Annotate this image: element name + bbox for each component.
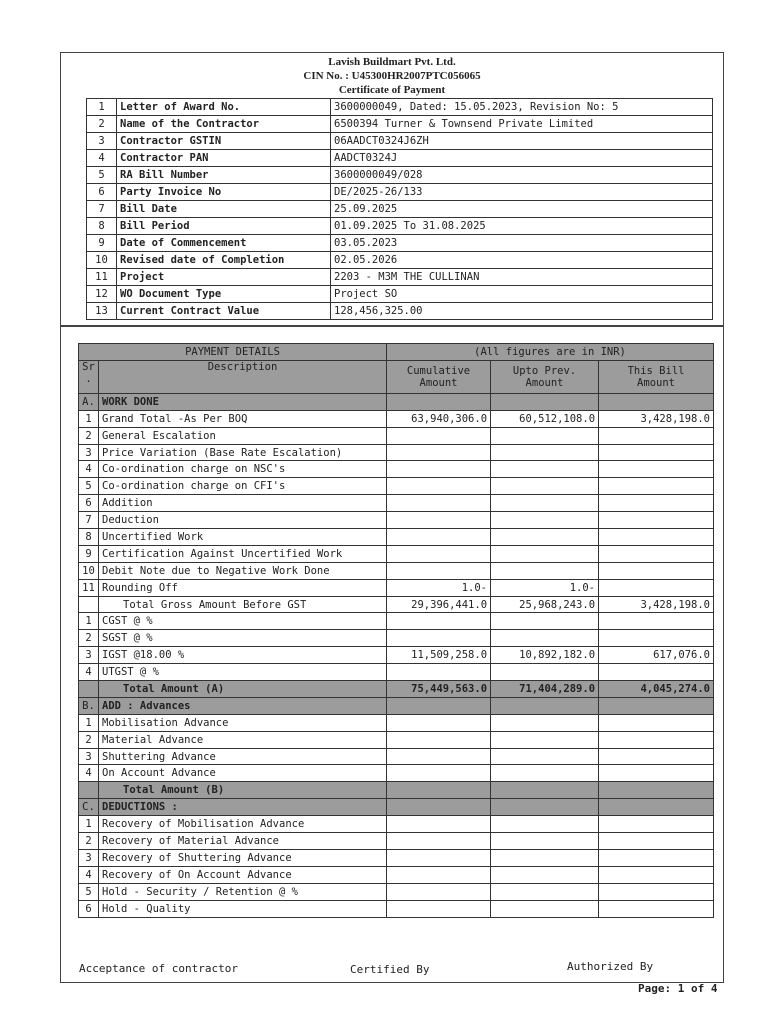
upto-prev-amount-cell (491, 799, 599, 816)
upto-prev-amount-cell (491, 545, 599, 562)
this-bill-amount-cell (599, 866, 714, 883)
description-cell: UTGST @ % (99, 664, 387, 681)
payment-details-table (78, 343, 714, 918)
sr-header (79, 360, 99, 393)
payment-row (79, 630, 714, 647)
info-row (87, 235, 713, 252)
info-row (87, 184, 713, 201)
payment-details-title: PAYMENT DETAILS (79, 344, 387, 361)
figures-note: (All figures are in INR) (387, 344, 714, 361)
cumulative-amount-cell (387, 731, 491, 748)
page-number: Page: 1 of 4 (638, 982, 718, 995)
info-row-label: Bill Date (117, 201, 331, 218)
description-cell: ADD : Advances (99, 697, 387, 714)
payment-row (79, 596, 714, 613)
upto-prev-amount-cell (491, 866, 599, 883)
cumulative-amount-header (387, 360, 491, 393)
cumulative-amount-cell (387, 545, 491, 562)
description-cell: Grand Total -As Per BOQ (99, 410, 387, 427)
this-bill-amount-cell (599, 849, 714, 866)
payment-row (79, 748, 714, 765)
info-row-number: 12 (87, 286, 117, 303)
description-cell: Addition (99, 495, 387, 512)
upto-prev-header-line1: Upto Prev. (512, 364, 577, 377)
cumulative-amount-cell (387, 512, 491, 529)
this-bill-amount-cell (599, 393, 714, 410)
payment-row (79, 849, 714, 866)
sr-cell: 4 (79, 866, 99, 883)
upto-prev-amount-cell (491, 697, 599, 714)
upto-prev-amount-cell (491, 816, 599, 833)
this-bill-amount-cell (599, 562, 714, 579)
payment-row (79, 478, 714, 495)
description-cell: Total Amount (A) (99, 681, 387, 698)
upto-prev-amount-cell (491, 731, 599, 748)
description-cell: On Account Advance (99, 765, 387, 782)
info-row-label: Project (117, 269, 331, 286)
info-row (87, 150, 713, 167)
upto-prev-amount-cell (491, 512, 599, 529)
upto-prev-amount-cell (491, 900, 599, 917)
info-row-value: AADCT0324J (331, 150, 713, 167)
total-row (79, 782, 714, 799)
upto-prev-header-line2: Amount (525, 376, 564, 389)
upto-prev-amount-cell (491, 393, 599, 410)
description-cell: Shuttering Advance (99, 748, 387, 765)
sr-cell: 4 (79, 664, 99, 681)
payment-row (79, 545, 714, 562)
cumulative-amount-cell (387, 427, 491, 444)
upto-prev-amount-cell (491, 529, 599, 546)
info-row (87, 286, 713, 303)
this-bill-amount-cell (599, 545, 714, 562)
cumulative-amount-cell (387, 765, 491, 782)
upto-prev-amount-cell (491, 630, 599, 647)
this-bill-amount-cell (599, 512, 714, 529)
cumulative-amount-cell (387, 782, 491, 799)
info-row-value: 03.05.2023 (331, 235, 713, 252)
upto-prev-amount-cell (491, 782, 599, 799)
cin-number: CIN No. : U45300HR2007PTC056065 (303, 70, 481, 82)
info-row (87, 116, 713, 133)
sr-header-label: Sr (82, 360, 95, 373)
this-bill-amount-cell (599, 529, 714, 546)
this-bill-amount-cell (599, 765, 714, 782)
info-row (87, 303, 713, 320)
cumulative-amount-cell (387, 799, 491, 816)
description-header: Description (99, 360, 387, 393)
cumulative-amount-cell (387, 697, 491, 714)
section-row (79, 697, 714, 714)
cumulative-amount-cell (387, 461, 491, 478)
contract-info-table (86, 98, 713, 320)
info-row-value: 3600000049/028 (331, 167, 713, 184)
sr-cell: 1 (79, 410, 99, 427)
upto-prev-amount-cell: 25,968,243.0 (491, 596, 599, 613)
this-bill-amount-header (599, 360, 714, 393)
this-bill-amount-cell (599, 731, 714, 748)
cumulative-amount-cell (387, 529, 491, 546)
total-row (79, 681, 714, 698)
sr-cell: 1 (79, 714, 99, 731)
cumulative-amount-cell (387, 866, 491, 883)
info-row-number: 1 (87, 99, 117, 116)
this-bill-amount-cell (599, 883, 714, 900)
this-bill-amount-cell (599, 782, 714, 799)
sr-cell: 4 (79, 461, 99, 478)
payment-row (79, 816, 714, 833)
info-row-label: Date of Commencement (117, 235, 331, 252)
upto-prev-amount-cell (491, 461, 599, 478)
payment-row (79, 512, 714, 529)
info-row (87, 167, 713, 184)
cumulative-amount-cell (387, 495, 491, 512)
cumulative-amount-cell (387, 748, 491, 765)
info-row-number: 4 (87, 150, 117, 167)
description-cell: Total Amount (B) (99, 782, 387, 799)
info-row-number: 11 (87, 269, 117, 286)
info-row-value: DE/2025-26/133 (331, 184, 713, 201)
cumulative-header-line2: Amount (419, 376, 458, 389)
cumulative-amount-cell: 63,940,306.0 (387, 410, 491, 427)
description-cell: Recovery of Mobilisation Advance (99, 816, 387, 833)
acceptance-of-contractor: Acceptance of contractor (79, 962, 238, 975)
sr-cell: 10 (79, 562, 99, 579)
this-bill-amount-cell (599, 833, 714, 850)
description-cell: Mobilisation Advance (99, 714, 387, 731)
this-bill-amount-cell (599, 579, 714, 596)
cumulative-amount-cell (387, 833, 491, 850)
cumulative-amount-cell (387, 849, 491, 866)
sr-cell: 2 (79, 833, 99, 850)
info-row-number: 9 (87, 235, 117, 252)
payment-row (79, 731, 714, 748)
info-row (87, 218, 713, 235)
upto-prev-amount-cell (491, 765, 599, 782)
info-row (87, 252, 713, 269)
sr-cell: 11 (79, 579, 99, 596)
payment-row (79, 664, 714, 681)
info-row-value: 128,456,325.00 (331, 303, 713, 320)
sr-cell: 5 (79, 883, 99, 900)
cumulative-amount-cell (387, 444, 491, 461)
sr-cell: 7 (79, 512, 99, 529)
upto-prev-amount-cell (491, 478, 599, 495)
sr-cell: A. (79, 393, 99, 410)
cumulative-amount-cell (387, 562, 491, 579)
sr-cell: 6 (79, 900, 99, 917)
info-row-value: 01.09.2025 To 31.08.2025 (331, 218, 713, 235)
payment-row (79, 495, 714, 512)
payment-row (79, 529, 714, 546)
info-row-label: Party Invoice No (117, 184, 331, 201)
sr-cell: 2 (79, 731, 99, 748)
sr-cell (79, 596, 99, 613)
cumulative-amount-cell (387, 900, 491, 917)
this-bill-amount-cell: 4,045,274.0 (599, 681, 714, 698)
sr-cell: 3 (79, 748, 99, 765)
payment-row (79, 833, 714, 850)
sr-cell: 1 (79, 816, 99, 833)
this-bill-amount-cell (599, 697, 714, 714)
info-row-number: 10 (87, 252, 117, 269)
description-cell: Recovery of On Account Advance (99, 866, 387, 883)
info-row-number: 7 (87, 201, 117, 218)
sr-cell: 3 (79, 444, 99, 461)
info-row-label: Bill Period (117, 218, 331, 235)
cumulative-amount-cell: 29,396,441.0 (387, 596, 491, 613)
sr-cell: 2 (79, 427, 99, 444)
this-bill-header-line2: Amount (637, 376, 675, 389)
description-cell: SGST @ % (99, 630, 387, 647)
this-bill-amount-cell (599, 799, 714, 816)
this-bill-amount-cell (599, 900, 714, 917)
description-cell: Price Variation (Base Rate Escalation) (99, 444, 387, 461)
description-cell: IGST @18.00 % (99, 647, 387, 664)
info-row-label: Name of the Contractor (117, 116, 331, 133)
this-bill-amount-cell (599, 714, 714, 731)
description-cell: Co-ordination charge on CFI's (99, 478, 387, 495)
sr-cell: 2 (79, 630, 99, 647)
cumulative-amount-cell: 11,509,258.0 (387, 647, 491, 664)
info-row (87, 269, 713, 286)
upto-prev-amount-cell (491, 849, 599, 866)
sr-header-dot: . (85, 372, 92, 385)
info-row-label: RA Bill Number (117, 167, 331, 184)
cumulative-amount-cell (387, 883, 491, 900)
company-name: Lavish Buildmart Pvt. Ltd. (328, 56, 456, 68)
info-row-label: Contractor GSTIN (117, 133, 331, 150)
payment-row (79, 579, 714, 596)
info-row-number: 2 (87, 116, 117, 133)
info-row-value: 2203 - M3M THE CULLINAN (331, 269, 713, 286)
upto-prev-amount-cell (491, 883, 599, 900)
upto-prev-amount-cell (491, 833, 599, 850)
upto-prev-amount-cell (491, 495, 599, 512)
info-row-value: Project SO (331, 286, 713, 303)
this-bill-amount-cell (599, 478, 714, 495)
sr-cell (79, 681, 99, 698)
info-row-number: 5 (87, 167, 117, 184)
description-cell: Hold - Security / Retention @ % (99, 883, 387, 900)
payment-row (79, 410, 714, 427)
cumulative-amount-cell (387, 816, 491, 833)
description-cell: Material Advance (99, 731, 387, 748)
info-row-label: Revised date of Completion (117, 252, 331, 269)
sr-cell (79, 782, 99, 799)
description-cell: Debit Note due to Negative Work Done (99, 562, 387, 579)
description-cell: Total Gross Amount Before GST (99, 596, 387, 613)
description-cell: Certification Against Uncertified Work (99, 545, 387, 562)
info-row-number: 3 (87, 133, 117, 150)
payment-row (79, 900, 714, 917)
this-bill-amount-cell: 3,428,198.0 (599, 596, 714, 613)
this-bill-amount-cell (599, 664, 714, 681)
description-cell: DEDUCTIONS : (99, 799, 387, 816)
info-row-value: 02.05.2026 (331, 252, 713, 269)
description-cell: Hold - Quality (99, 900, 387, 917)
description-cell: WORK DONE (99, 393, 387, 410)
info-row-label: Current Contract Value (117, 303, 331, 320)
sr-cell: 1 (79, 613, 99, 630)
description-cell: Recovery of Shuttering Advance (99, 849, 387, 866)
info-row (87, 99, 713, 116)
upto-prev-amount-cell (491, 613, 599, 630)
info-row (87, 133, 713, 150)
info-row-value: 3600000049, Dated: 15.05.2023, Revision No: 5 (331, 99, 713, 116)
this-bill-amount-cell (599, 613, 714, 630)
this-bill-amount-cell: 617,076.0 (599, 647, 714, 664)
section-row (79, 799, 714, 816)
cumulative-amount-cell (387, 613, 491, 630)
payment-row (79, 647, 714, 664)
info-row-label: Contractor PAN (117, 150, 331, 167)
info-row-number: 13 (87, 303, 117, 320)
payment-row (79, 765, 714, 782)
info-row-number: 8 (87, 218, 117, 235)
description-cell: Deduction (99, 512, 387, 529)
description-cell: General Escalation (99, 427, 387, 444)
sr-cell: 4 (79, 765, 99, 782)
info-row-label: WO Document Type (117, 286, 331, 303)
info-row (87, 201, 713, 218)
description-cell: CGST @ % (99, 613, 387, 630)
sr-cell: 3 (79, 647, 99, 664)
info-row-value: 25.09.2025 (331, 201, 713, 218)
description-cell: Rounding Off (99, 579, 387, 596)
this-bill-amount-cell (599, 816, 714, 833)
cumulative-amount-cell (387, 393, 491, 410)
sr-cell: C. (79, 799, 99, 816)
sr-cell: 8 (79, 529, 99, 546)
info-row-value: 6500394 Turner & Townsend Private Limited (331, 116, 713, 133)
sr-cell: B. (79, 697, 99, 714)
upto-prev-amount-cell (491, 427, 599, 444)
cumulative-header-line1: Cumulative (406, 364, 471, 377)
cumulative-amount-cell (387, 664, 491, 681)
cumulative-amount-cell (387, 714, 491, 731)
document-title: Certificate of Payment (338, 84, 446, 96)
upto-prev-amount-cell: 10,892,182.0 (491, 647, 599, 664)
upto-prev-amount-cell (491, 664, 599, 681)
section-row (79, 393, 714, 410)
this-bill-header-line1: This Bill (627, 364, 685, 377)
upto-prev-amount-cell (491, 714, 599, 731)
cumulative-amount-cell (387, 478, 491, 495)
upto-prev-amount-cell (491, 562, 599, 579)
payment-row (79, 883, 714, 900)
description-cell: Uncertified Work (99, 529, 387, 546)
upto-prev-amount-cell: 1.0- (491, 579, 599, 596)
sr-cell: 3 (79, 849, 99, 866)
payment-row (79, 613, 714, 630)
cumulative-amount-cell: 1.0- (387, 579, 491, 596)
info-row-number: 6 (87, 184, 117, 201)
upto-prev-amount-cell (491, 444, 599, 461)
payment-row (79, 461, 714, 478)
sr-cell: 6 (79, 495, 99, 512)
upto-prev-amount-cell: 71,404,289.0 (491, 681, 599, 698)
sr-cell: 5 (79, 478, 99, 495)
description-cell: Co-ordination charge on NSC's (99, 461, 387, 478)
payment-row (79, 714, 714, 731)
this-bill-amount-cell (599, 630, 714, 647)
certified-by: Certified By (350, 963, 430, 976)
cumulative-amount-cell: 75,449,563.0 (387, 681, 491, 698)
payment-row (79, 866, 714, 883)
this-bill-amount-cell (599, 495, 714, 512)
authorized-by: Authorized By (567, 960, 654, 973)
upto-prev-amount-cell: 60,512,108.0 (491, 410, 599, 427)
payment-row (79, 427, 714, 444)
sr-cell: 9 (79, 545, 99, 562)
cumulative-amount-cell (387, 630, 491, 647)
this-bill-amount-cell (599, 444, 714, 461)
upto-prev-amount-header (491, 360, 599, 393)
upto-prev-amount-cell (491, 748, 599, 765)
payment-row (79, 444, 714, 461)
info-row-value: 06AADCT0324J6ZH (331, 133, 713, 150)
info-row-label: Letter of Award No. (117, 99, 331, 116)
this-bill-amount-cell (599, 748, 714, 765)
payment-row (79, 562, 714, 579)
this-bill-amount-cell (599, 461, 714, 478)
this-bill-amount-cell: 3,428,198.0 (599, 410, 714, 427)
description-cell: Recovery of Material Advance (99, 833, 387, 850)
this-bill-amount-cell (599, 427, 714, 444)
